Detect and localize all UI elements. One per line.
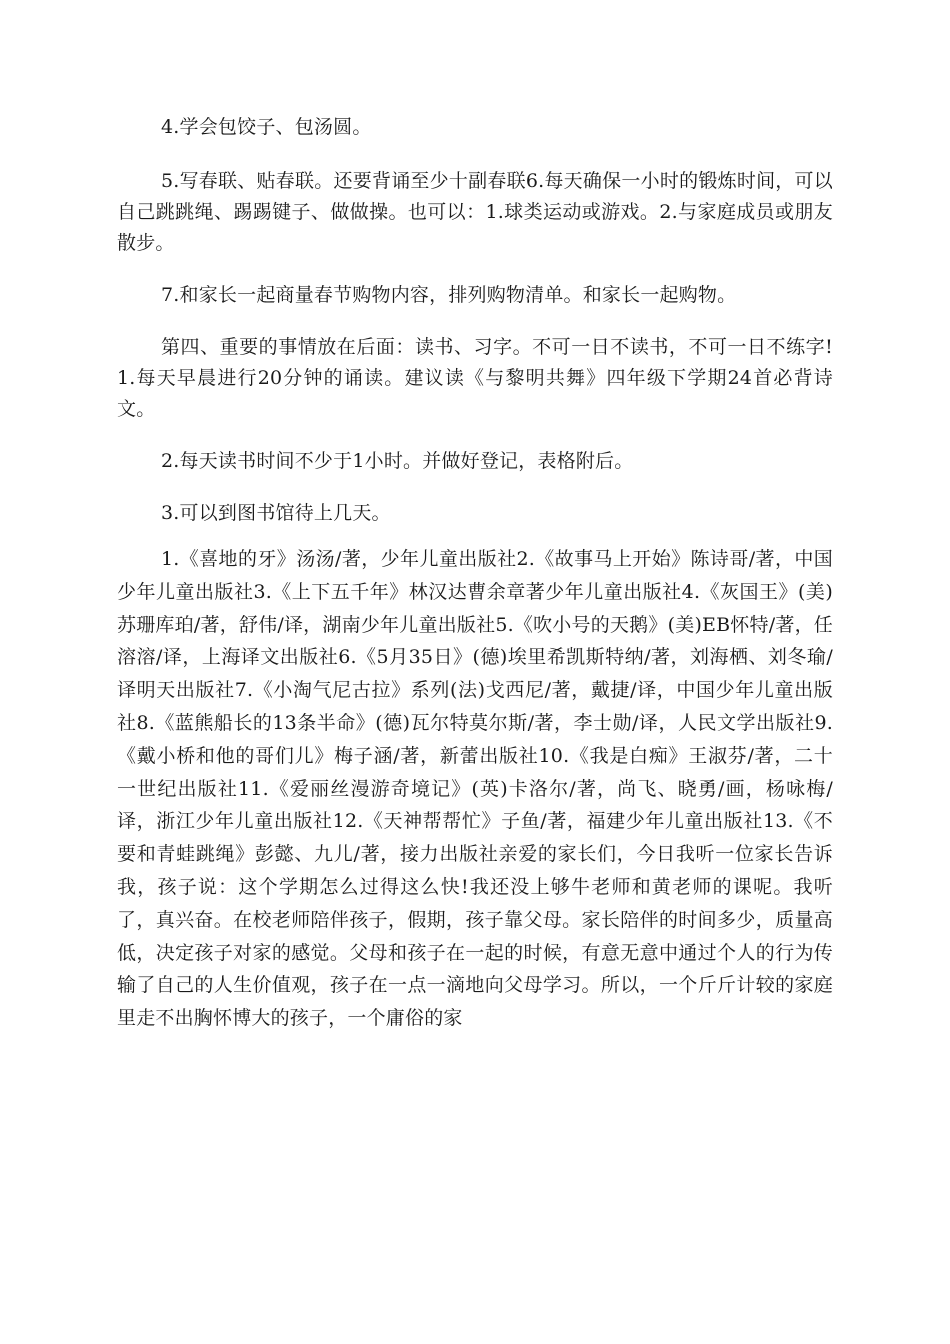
paragraph-reading-time: 2.每天读书时间不少于1小时。并做好登记，表格附后。 [161, 450, 634, 472]
paragraph-spring-couplets-exercise: 5.写春联、贴春联。还要背诵至少十副春联6.每天确保一小时的锻炼时间，可以自己跳跳绳、踢踢键子、做做操。也可以：1.球类运动或游戏。2.与家庭成员或朋友散步。 [117, 170, 833, 254]
paragraph-reading-writing: 第四、重要的事情放在后面：读书、习字。不可一日不读书，不可一日不练字!1.每天早晨进行20分钟的诵读。建议读《与黎明共舞》四年级下学期24首必背诗文。 [117, 336, 833, 420]
document-page [117, 112, 833, 1035]
paragraph-shopping: 7.和家长一起商量春节购物内容，排列购物清单。和家长一起购物。 [161, 284, 737, 306]
paragraph-library: 3.可以到图书馆待上几天。 [161, 502, 391, 524]
paragraph-dumplings: 4.学会包饺子、包汤圆。 [161, 116, 372, 138]
paragraph-book-list-and-letter: 1.《喜地的牙》汤汤/著，少年儿童出版社2.《故事马上开始》陈诗哥/著，中国少年儿童出版社3.《上下五千年》林汉达曹余章著少年儿童出版社4.《灰国王》(美)苏珊库珀/著，舒伟/译，湖南少年儿童出版社5.《吹小号的天鹅》(美)EB怀特/著，任溶溶/译，上海译文出版社6.《5月35日》(德)埃里希凯斯特纳/著，刘海栖、刘冬瑜/译明天出版社7.《小淘气尼古拉》系列(法)戈西尼/著，戴捷/译，中国少年儿童出版社8.《蓝熊船长的13条半命》(德)瓦尔特莫尔斯/著，李士勋/译，人民文学出版社9.《戴小桥和他的哥们儿》梅子涵/著，新蕾出版社10.《我是白痴》王淑芬/著，二十一世纪出版社11.《爱丽丝漫游奇境记》(英)卡洛尔/著，尚飞、晓勇/画，杨咏梅/译，浙江少年儿童出版社12.《天神帮帮忙》子鱼/著，福建少年儿童出版社13.《不要和青蛙跳绳》彭懿、九儿/著，接力出版社亲爱的家长们，今日我听一位家长告诉我，孩子说：这个学期怎么过得这么快!我还没上够牛老师和黄老师的课呢。我听了，真兴奋。在校老师陪伴孩子，假期，孩子靠父母。家长陪伴的时间多少，质量高低，决定孩子对家的感觉。父母和孩子在一起的时候，有意无意中通过个人的行为传输了自己的人生价值观，孩子在一点一滴地向父母学习。所以，一个斤斤计较的家庭里走不出胸怀博大的孩子，一个庸俗的家 [117, 548, 833, 1030]
